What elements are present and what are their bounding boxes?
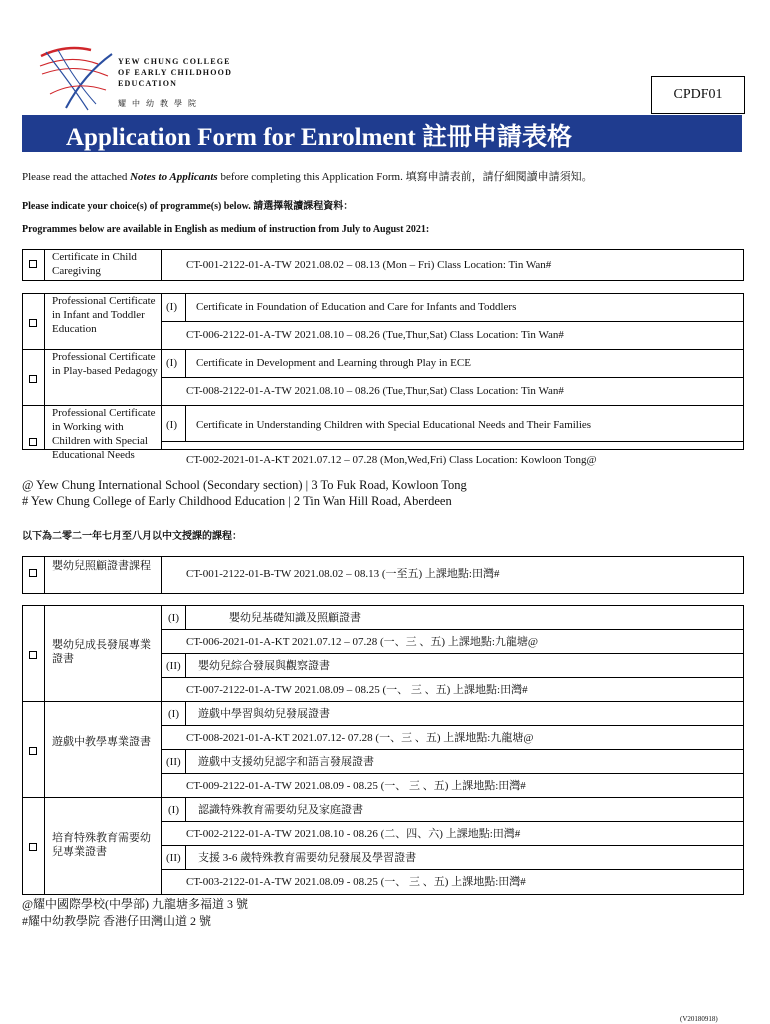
class-code: CT-003-2122-01-A-TW 2021.08.09 - 08.25 (一、 三 、五) 上課地點:田灣# xyxy=(186,876,526,888)
class-code: CT-002-2122-01-A-TW 2021.08.10 - 08.26 (二、四、六) 上課地點:田灣# xyxy=(186,828,521,840)
logo-swirl-icon xyxy=(36,44,116,114)
read-notes-instruction xyxy=(22,168,593,184)
course-name: 嬰幼兒綜合發展與觀察證書 xyxy=(198,660,330,672)
english-group-1-checkbox[interactable] xyxy=(29,319,37,327)
class-code: CT-006-2122-01-A-TW 2021.08.10 – 08.26 (Tue,Thur,Sat) Class Location: Tin Wan# xyxy=(186,329,564,341)
sub-label: (II) xyxy=(166,660,181,672)
sub-label: (I) xyxy=(166,419,177,431)
footnote-tin-wan: # Yew Chung College of Early Childhood Education | 2 Tin Wan Hill Road, Aberdeen xyxy=(22,494,452,508)
english-single-checkbox[interactable] xyxy=(29,260,37,268)
course-name: 嬰幼兒基礎知識及照顧證書 xyxy=(229,612,361,624)
page-title: Application Form for Enrolment 註冊申請表格 xyxy=(66,124,573,151)
english-group-3-checkbox[interactable] xyxy=(29,438,37,446)
college-name-line: YEW CHUNG COLLEGE xyxy=(118,57,231,66)
sub-label: (I) xyxy=(168,804,179,816)
class-code: CT-009-2122-01-A-TW 2021.08.09 - 08.25 (一、 三 、五) 上課地點:田灣# xyxy=(186,780,526,792)
course-name: Certificate in Development and Learning through Play in ECE xyxy=(196,357,471,369)
course-name: 認識特殊教育需要幼兒及家庭證書 xyxy=(198,804,363,816)
college-name-line: OF EARLY CHILDHOOD xyxy=(118,68,233,77)
class-code: CT-001-2122-01-A-TW 2021.08.02 – 08.13 (Mon – Fri) Class Location: Tin Wan# xyxy=(186,259,552,271)
footnote-cn-tin-wan: #耀中幼教學院 香港仔田灣山道 2 號 xyxy=(22,914,212,928)
read-suffix: before completing this Application Form. 填寫申請表前，請仔細閱讀申請須知。 xyxy=(217,171,593,183)
course-name: Certificate in Understanding Children with Special Educational Needs and Their Families xyxy=(196,419,592,431)
sub-label: (I) xyxy=(166,301,177,313)
programme-name: 嬰幼兒照顧證書課程 xyxy=(52,560,151,572)
sub-label: (I) xyxy=(168,612,179,624)
sub-label: (I) xyxy=(168,708,179,720)
english-programmes-intro: Programmes below are available in English as medium of instruction from July to August 2021: xyxy=(22,224,430,235)
form-code: CPDF01 xyxy=(651,76,745,114)
class-code: CT-008-2021-01-A-KT 2021.07.12- 07.28 (一、三 、五) 上課地點:九龍塘@ xyxy=(186,732,534,744)
sub-label: (II) xyxy=(166,756,181,768)
read-prefix: Please read the attached xyxy=(22,171,131,183)
chinese-single-checkbox[interactable] xyxy=(29,569,37,577)
chinese-group-3-checkbox[interactable] xyxy=(29,843,37,851)
choice-instruction: Please indicate your choice(s) of programme(s) below. 請選擇報讀課程資料： xyxy=(22,201,354,212)
programme-name: Professional Certificate in Working with Children with Special Educational Needs xyxy=(52,407,156,461)
class-code: CT-008-2122-01-A-TW 2021.08.10 – 08.26 (Tue,Thur,Sat) Class Location: Tin Wan# xyxy=(186,385,564,397)
class-code: CT-007-2122-01-A-TW 2021.08.09 – 08.25 (一、 三 、五) 上課地點:田灣# xyxy=(186,684,528,696)
programme-name: Professional Certificate in Infant and Toddler Education xyxy=(52,295,156,335)
course-name: 支援 3-6 歲特殊教育需要幼兒發展及學習證書 xyxy=(198,852,417,864)
english-group-2-checkbox[interactable] xyxy=(29,375,37,383)
course-name: Certificate in Foundation of Education and Care for Infants and Toddlers xyxy=(196,301,517,313)
college-name-line: EDUCATION xyxy=(118,79,178,88)
college-logo xyxy=(36,44,116,114)
programme-name: 遊戲中教學專業證書 xyxy=(52,736,151,748)
version-code: (V20180918) xyxy=(680,1015,718,1023)
footnote-cn-kowloon-tong: @耀中國際學校(中學部) 九龍塘多福道 3 號 xyxy=(22,897,249,911)
programme-name: Certificate in Child Caregiving xyxy=(52,251,137,277)
sub-label: (II) xyxy=(166,852,181,864)
footnote-kowloon-tong: @ Yew Chung International School (Secondary section) | 3 To Fuk Road, Kowloon Tong xyxy=(22,478,467,492)
programme-name: 培育特殊教育需要幼兒專業證書 xyxy=(52,832,151,858)
course-name: 遊戲中支援幼兒認字和語言發展證書 xyxy=(198,756,374,768)
college-name-cn: 耀 中 幼 教 學 院 xyxy=(118,99,198,108)
class-code: CT-006-2021-01-A-KT 2021.07.12 – 07.28 (一、三 、五) 上課地點:九龍塘@ xyxy=(186,636,539,648)
class-code: CT-001-2122-01-B-TW 2021.08.02 – 08.13 (一至五) 上課地點:田灣# xyxy=(186,568,500,580)
course-name: 遊戲中學習與幼兒發展證書 xyxy=(198,708,330,720)
chinese-group-2-checkbox[interactable] xyxy=(29,747,37,755)
chinese-programmes-intro: 以下為二零二一年七月至八月以中文授課的課程： xyxy=(22,531,242,542)
programme-name: Professional Certificate in Play-based Pedagogy xyxy=(52,351,158,377)
sub-label: (I) xyxy=(166,357,177,369)
chinese-group-1-checkbox[interactable] xyxy=(29,651,37,659)
class-code: CT-002-2021-01-A-KT 2021.07.12 – 07.28 (Mon,Wed,Fri) Class Location: Kowloon Tong@ xyxy=(186,454,597,466)
programme-name: 嬰幼兒成長發展專業證書 xyxy=(52,639,151,665)
notes-to-applicants: Notes to Applicants xyxy=(130,171,218,183)
college-name xyxy=(118,56,232,89)
